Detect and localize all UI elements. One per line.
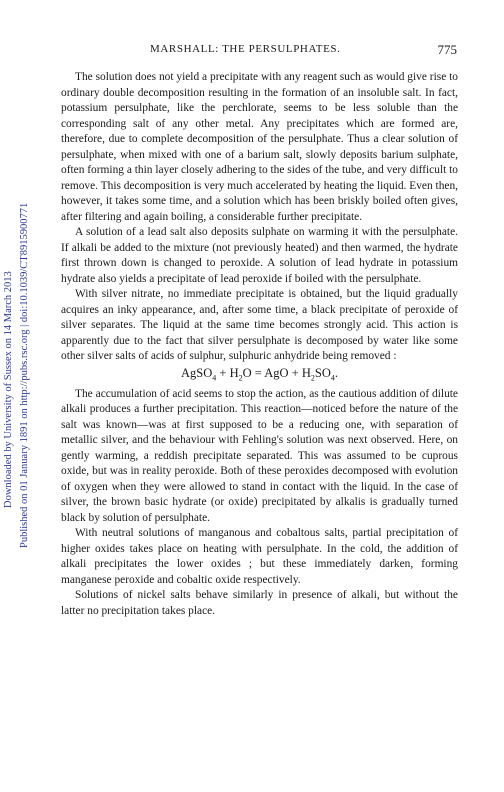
publication-info-text: Published on 01 January 1891 on http://pubs.rsc.org | doi:10.1039/CT8915900771 — [19, 202, 30, 548]
download-info-text: Downloaded by University of Sussex on 14 March 2013 — [3, 271, 14, 508]
page-number: 775 — [437, 42, 457, 57]
chemical-equation: AgSO$_4$ + $H_2O$ = AgO + $H_2SO_4$. — [181, 365, 338, 382]
download-watermark-sidebar — [0, 0, 40, 792]
paragraph-solution-precipitate: The solution does not yield a precipitate with any reagent such as would give rise to ordinary double decomposition resulting in the formation of an insoluble salt. In fact, potassium persulphate, like the perchlorate, seems to be less soluble than the corresponding salt of any other metal. Any precipitates which are formed are, therefore, due to complete decomposition of the persulphate. Thus a clear solution of persulphate, when mixed with one of a barium salt, slowly deposits barium sulphate, often forming a thin layer closely adhering to the sides of the tube, and very difficult to remove. This decomposition is very much accelerated by heating the liquid. Even then, however, it takes some time, and a solution which has been briskly boiled often gives, after filtering and again boiling, a considerable further precipitate. — [61, 71, 458, 223]
paragraph-lead-salt: A solution of a lead salt also deposits sulphate on warming it with the persulphate. If alkali be added to the mixture (not previously heated) and then warmed, the hydrate first thrown down is changed to peroxide. A solution of lead hydrate in potassium hydrate also yields a precipitate of lead peroxide if boiled with the persulphate. — [61, 226, 458, 285]
paragraph-nickel-salts: Solutions of nickel salts behave similarly in presence of alkali, but without the latter no precipitation takes place. — [61, 589, 458, 617]
running-title: MARSHALL: THE PERSULPHATES. — [150, 43, 341, 55]
article-body — [61, 70, 458, 619]
paragraph-silver-nitrate: With silver nitrate, no immediate precipitate is obtained, but the liquid gradually acquires an inky appearance, and, after some time, a black precipitate of peroxide of silver separates. The liquid at the same time becomes strongly acid. This action is apparently due to the fact that silver persulphate is decomposed by water like some other silver salts of acids of sulphur, sulphuric anhydride being removed : — [61, 288, 458, 362]
page-header — [62, 43, 457, 59]
paragraph-manganous-cobaltous: With neutral solutions of manganous and cobaltous salts, partial precipitation of higher oxides takes place on heating with persulphate. In the cold, the addition of alkali precipitates the lower oxides ; but these immediately darken, forming manganese peroxide and cobaltic oxide respectively. — [61, 527, 458, 586]
paragraph-acid-accumulation: The accumulation of acid seems to stop the action, as the cautious addition of dilute alkali produces a further precipitation. This reaction—noticed before the nature of the salt was known—was at first supposed to be a reducing one, with separation of metallic silver, and the behaviour with Fehling's solution was next observed. Here, on gently warming, a reddish precipitate separated. This was assumed to be cuprous oxide, but was in reality peroxide. Both of these peroxides decomposed with evolution of oxygen when they were allowed to stand in contact with the liquid. In the case of silver, the brown basic hydrate (or oxide) precipitated by alkalis is gradually turned black by solution of persulphate. — [61, 387, 458, 524]
